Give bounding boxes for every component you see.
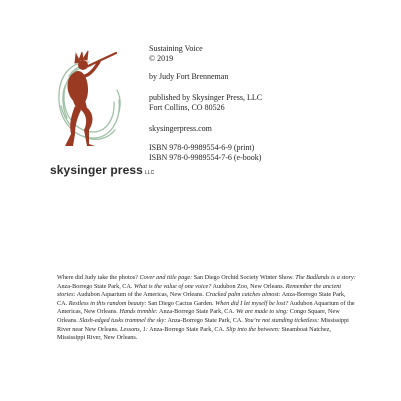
publisher-line: published by Skysinger Press, LLC xyxy=(149,93,263,102)
credit-place: Steamboat Natchez, Mississippi River, New Orleans. xyxy=(57,325,331,342)
publisher-brand-name xyxy=(50,163,154,177)
credit-title: What is the value of one voice? xyxy=(133,282,212,290)
credit-place: Anza-Borrego State Park, CA. xyxy=(57,282,134,290)
credit-title: Cracked palm catches almost: xyxy=(205,291,281,299)
book-title: Sustaining Voice xyxy=(149,44,203,53)
location-line: Fort Collins, CO 80526 xyxy=(149,103,225,112)
credit-place: Anza-Borrego State Park, CA. xyxy=(147,325,227,333)
credit-place: Congo Square, New Orleans. xyxy=(57,308,340,324)
credit-title: Remember the ancient stories: xyxy=(57,282,342,299)
publication-info xyxy=(149,44,262,163)
photo-credits xyxy=(57,274,357,343)
isbn-ebook: ISBN 978-0-9989554-7-6 (e-book) xyxy=(149,153,262,162)
credits-intro: Where did Judy take the photos? xyxy=(57,274,140,281)
credit-title: We are made to sing: xyxy=(236,308,289,316)
credit-place: Audubon Aquarium of the Americas, New Orleans. xyxy=(57,299,355,316)
website-line: skysingerpress.com xyxy=(149,124,212,133)
credit-place: Audubon Aquarium of the Americas, New Orleans. xyxy=(75,291,206,299)
publisher-logo xyxy=(53,50,125,160)
credit-title: Slip into the between: xyxy=(226,325,280,333)
credit-title: Hands tremble: xyxy=(119,308,158,316)
credit-title: Cover and title page: xyxy=(139,274,193,281)
copyright-line: © 2019 xyxy=(149,54,174,63)
credit-place: San Diego Cactus Garden. xyxy=(146,299,216,307)
kokopelli-flute-player-icon xyxy=(53,50,125,160)
credit-title: When did I let myself be lost? xyxy=(215,299,289,307)
credit-title: The Badlands is a story: xyxy=(295,274,356,281)
credit-place: Audubon Zoo, New Orleans. xyxy=(211,282,286,290)
credit-place: Anza-Borrego State Park, CA. xyxy=(166,316,245,324)
credit-title: You’re not standing ticketless: xyxy=(244,316,320,324)
brand-text: skysinger press xyxy=(50,163,143,177)
credit-title: Lessons, 1: xyxy=(120,325,148,333)
credit-title: Restless in this random beauty: xyxy=(68,299,147,307)
credit-title: Slash-edged tusks trammel the sky: xyxy=(79,316,167,324)
brand-suffix: LLC xyxy=(144,170,155,176)
credit-place: Anza-Borrego State Park, CA. xyxy=(157,308,236,316)
credit-place: Mississippi River near New Orleans. xyxy=(57,316,349,333)
credit-place: San Diego Orchid Society Winter Show. xyxy=(192,274,296,281)
author-line: by Judy Fort Brenneman xyxy=(149,72,229,81)
credit-place: Anza-Borrego State Park, CA. xyxy=(57,291,346,307)
isbn-print: ISBN 978-0-9989554-6-9 (print) xyxy=(149,143,255,152)
